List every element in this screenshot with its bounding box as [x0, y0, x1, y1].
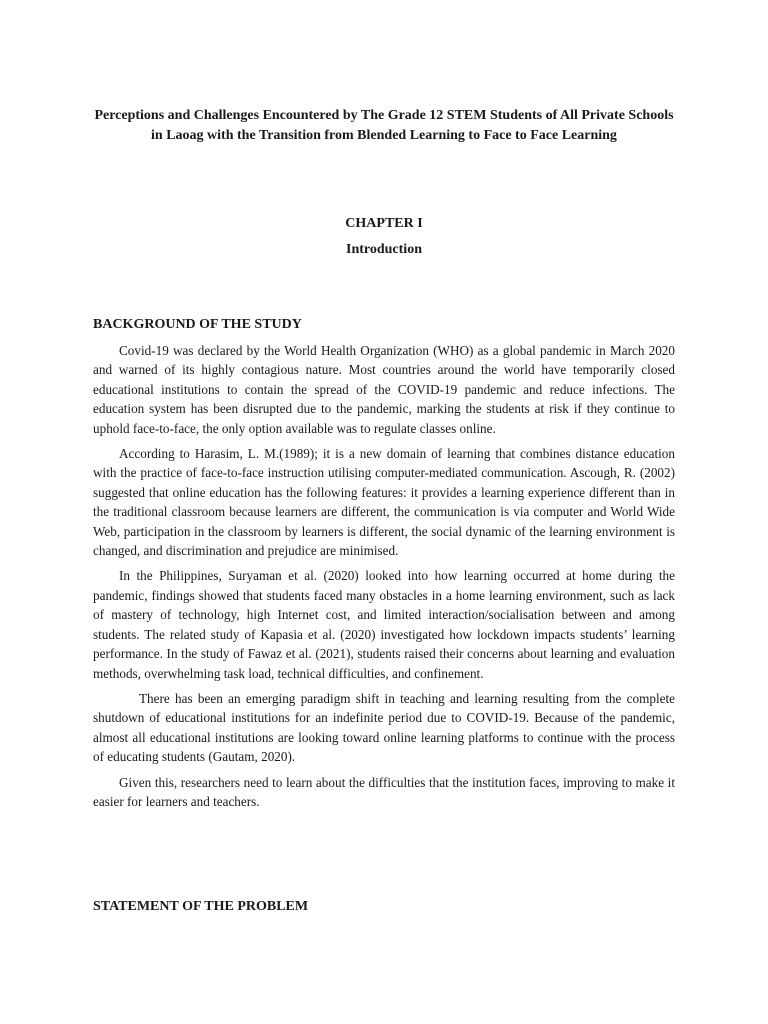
- background-body: [93, 341, 675, 817]
- chapter-label: CHAPTER I: [345, 216, 423, 231]
- paragraph-4: There has been an emerging paradigm shift in teaching and learning resulting from the complete shutdown of educational institutions for an indefinite period due to COVID-19. Because of the pandemic, almost all educational institutions are looking toward online learning platforms to continue with the process of educating students (Gautam, 2020).: [93, 690, 675, 765]
- paragraph-3: In the Philippines, Suryaman et al. (2020) looked into how learning occurred at home during the pandemic, findings showed that students faced many obstacles in a home learning environment, such as lack of mastery of technology, high Internet cost, and limited interaction/socialisation between and among students. The related study of Kapasia et al. (2020) investigated how lockdown impacts students’ learning performance. In the study of Fawaz et al. (2021), students raised their concerns about learning and evaluation methods, overwhelming task load, technical difficulties, and confinement.: [93, 568, 675, 681]
- paragraph-1: Covid-19 was declared by the World Health Organization (WHO) as a global pandemic in March 2020 and warned of its highly contagious nature. Most countries around the world have temporarily closed educational institutions to contain the spread of the COVID-19 pandemic and reduce infections. The education system has been disrupted due to the pandemic, marking the students at risk if they continue to uphold face-to-face, the only option available was to regulate classes online.: [93, 343, 675, 436]
- chapter-subtitle: Introduction: [346, 242, 422, 257]
- paragraph-2: According to Harasim, L. M.(1989); it is a new domain of learning that combines distance education with the practice of face-to-face instruction utilising computer-mediated communication. Ascough, R. (2002) suggested that online education has the following features: it provides a learning experience different than in the traditional classroom because learners are different, the communication is via computer and World Wide Web, participation in the classroom by learners is different, the social dynamic of the learning environment is changed, and discrimination and prejudice are minimised.: [93, 446, 675, 559]
- problem-heading: STATEMENT OF THE PROBLEM: [93, 899, 309, 914]
- background-heading: BACKGROUND OF THE STUDY: [93, 317, 302, 332]
- paragraph-5: Given this, researchers need to learn about the difficulties that the institution faces, improving to make it easier for learners and teachers.: [93, 774, 675, 809]
- document-title: Perceptions and Challenges Encountered by The Grade 12 STEM Students of All Private Schools in Laoag with the Transition from Blended Learning to Face to Face Learning: [94, 108, 674, 143]
